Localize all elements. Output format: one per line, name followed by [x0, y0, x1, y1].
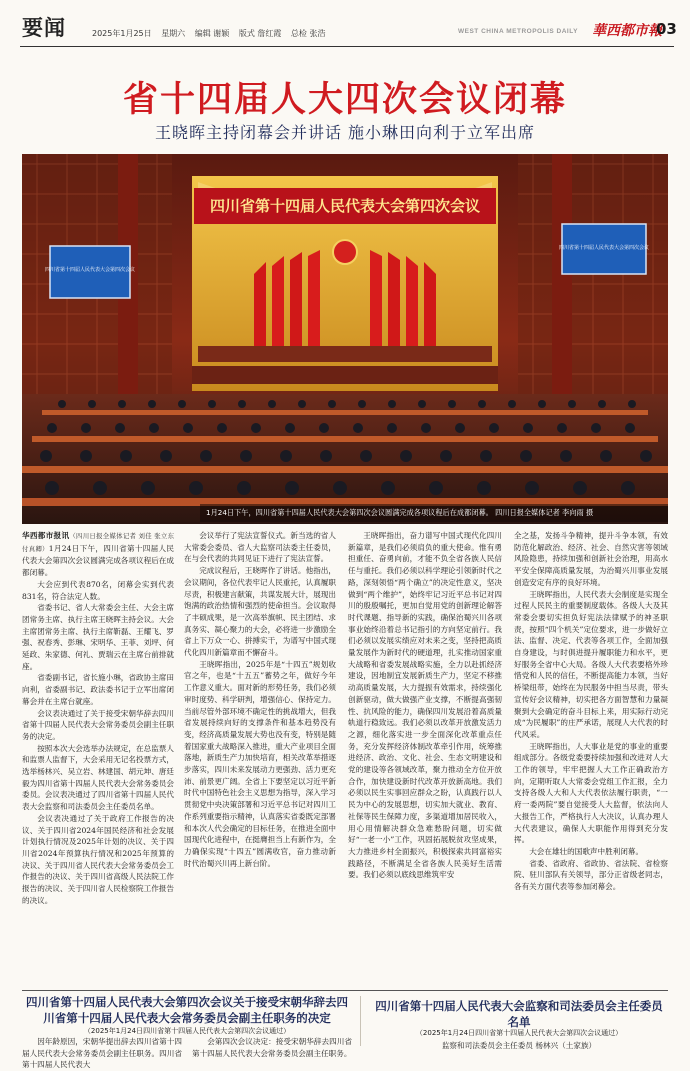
- assembly-hall-photo: [22, 154, 668, 524]
- decision-body-right: 会第四次会议决定：接受宋朝华辞去四川省第十四届人民代表大会常务委员会副主任职务。: [192, 1037, 352, 1058]
- podium-row-2: [192, 366, 498, 384]
- subheadline: 王晓晖主持闭幕会并讲话 施小琳田向利于立军出席: [154, 123, 536, 142]
- lead-byline: （四川日报全媒体记者 刘佳 张立东 付真卿）: [22, 532, 175, 553]
- article-body: [22, 530, 668, 990]
- article-column-4: [514, 530, 668, 990]
- designer-credit: 版式 詹红霞: [238, 29, 282, 38]
- article-paragraph: 全之基，发扬斗争精神，提升斗争本领，有效防范化解政治、经济、社会、自然灾害等领域风险隐患，持续加强和创新社会治理，用高水平安全保障高质量发展，为治蜀兴川事业发展创造安定有序的良好环境。: [514, 531, 668, 587]
- article-paragraph: 王晓晖指出，2025年是“十四五”规划收官之年，也是“十五五”蓄势之年，做好今年工作意义重大。面对新的形势任务，我们必须审时度势、科学研判，增强信心、保持定力。当前尽管外部环境不确定性的挑战增大，但我省发展持续向好的支撑条件和基本趋势没有变，经济高质量发展大势也没有变，特别是随着国家重大战略深入推进，重大产业项目全面落地，新质生产力加快培育，相关改革举措逐步落实，四川未来发展动力更强劲、活力更充沛、前景更广阔。全省上下要坚定以习近平新时代中国特色社会主义思想为指导，深入学习贯彻党中央决策部署和习近平总书记对四川工作系列重要指示精神，认真落实省委既定部署和本次人代会确定的目标任务，在推进全面中国现代化进程中，在挺膺担当上有新作为，全力确保实现“十四五”圆满收官，奋力推动新时代治蜀兴川再上新台阶。: [184, 659, 336, 868]
- national-emblem: [333, 240, 357, 264]
- side-screen-right-text: 四川省第十四届人民代表大会第四次会议: [558, 245, 650, 251]
- bottom-divider: [360, 996, 361, 1046]
- article-paragraph: 王晓晖指出，人大事业是党的事业的重要组成部分。各级党委要持续加强和改进对人大工作的领导，牢牢把握人大工作正确政治方向，定期听取人大常委会党组工作汇报，全力支持各级人大和人大代表依法履行职责，“一府一委两院”要自觉接受人大监督，依法向人大报告工作，严格执行人大决议，认真办理人大代表建议，确保人大职能作用得到充分发挥。: [514, 741, 668, 845]
- article-paragraph: 按照本次大会选举办法规定，在总监票人和监票人监督下，大会采用无记名投票方式，选举杨林兴、吴立岩、林建国、胡元坤、唐廷毅为四川省第十四届人民代表大会常务委员会委员。会议表决通过了四川省第十四届人民代表大会监察和司法委员会主任委员名单。: [22, 743, 174, 812]
- stage-banner-text: 四川省第十四届人民代表大会第四次会议: [209, 197, 481, 215]
- article-paragraph: 完成议程后，王晓晖作了讲话。他指出，会议期间，各位代表牢记人民重托，认真履职尽责，积极建言献策，共谋发展大计，展现出饱满的政治热情和强烈的使命担当。会议取得了丰硕成果，是一次高举旗帜、民主团结、求真务实、凝心聚力的大会，必将进一步激励全省上下万众一心、拼搏实干，为谱写中国式现代化四川新篇章而不懈奋斗。: [184, 566, 336, 658]
- article-paragraph: 会议举行了宪法宣誓仪式。新当选的省人大常委会委员、省人大监察司法委主任委员，在与会代表的共同见证下进行了宪法宣誓。: [184, 531, 336, 564]
- side-screen-left-text: 四川省第十四届人民代表大会第四次会议: [44, 267, 136, 273]
- issue-date: 2025年1月25日: [92, 29, 152, 38]
- lead-text: 1月24日下午，四川省第十四届人民代表大会第四次会议圆满完成各项议程后在成都闭幕。: [22, 543, 174, 578]
- header-rule: [20, 46, 674, 47]
- newspaper-logo: 華西都市報: [592, 23, 662, 39]
- hall-illustration: [22, 154, 668, 524]
- main-headline: 省十四届人大四次会议闭幕: [122, 80, 567, 120]
- decision-subtitle: （2025年1月24日四川省第十四届人民代表大会第四次会议通过）: [83, 1027, 291, 1035]
- article-paragraph: 省委、省政府、省政协、省法院、省检察院、驻川部队有关领导，部分正省级老同志，各有关方面代表等参加闭幕会。: [514, 858, 668, 892]
- article-paragraph: 王晓晖指出，人民代表大会制度是实现全过程人民民主的重要制度载体。各级人大及其常委会要切实担负好宪法法律赋予的神圣职责，按照“四个机关”定位要求，进一步做好立法、监督、决定、代表等各项工作，全面加强自身建设，与时俱进提升履职能力和水平，更好服务全省中心大局。各级人大代表要格外珍惜党和人民的信任，不断提高能力本领，当好桥梁纽带，始终在为民服务中担当尽责，带头宣传好会议精神，切实把各方面智慧和力量凝聚到大会确定的奋斗目标上来，用实际行动完成“为民履职”的庄严承诺，展现人大代表的时代风采。: [514, 589, 668, 739]
- article-paragraph: 会议表决通过了关于政府工作报告的决议、关于四川省2024年国民经济和社会发展计划执行情况及2025年计划的决议、关于四川省2024年预算执行情况和2025年预算的决议、关于四川省人民代表大会常务委员会工作报告的决议、关于四川省高级人民法院工作报告的决议、关于四川省人民检察院工作报告的决议。: [22, 813, 174, 905]
- list-subtitle: （2025年1月24日四川省第十四届人民代表大会第四次会议通过）: [415, 1029, 623, 1037]
- article-paragraph: 省委书记、省人大常委会主任、大会主席团常务主席、执行主席王晓晖主持会议。大会主席团常务主席、执行主席靳磊、王耀飞、罗强、祝春秀、彭琳、宋明华、王菲、刘坪、何延政、朱家德、何礼、贾瑞云在主席台前排就座。: [22, 603, 174, 671]
- article-column-3: [348, 530, 502, 990]
- decision-body-left: 因年龄原因，宋朝华提出辞去四川省第十四届人民代表大会常务委员会副主任职务。四川省第十四届人民代表大: [22, 1037, 182, 1070]
- photo-caption: 1月24日下午，四川省第十四届人民代表大会第四次会议圆满完成各项议程后在成都闭幕。 四川日报全媒体记者 李向雨 摄: [200, 504, 668, 522]
- lattice-wall-right: [518, 154, 668, 404]
- lead-label: 华西都市报讯: [22, 531, 70, 540]
- section-tag: 要闻: [22, 16, 66, 40]
- pillar-right: [552, 154, 572, 414]
- article-lead: [22, 530, 174, 579]
- page-number: 03: [656, 20, 677, 38]
- english-masthead: WEST CHINA METROPOLIS DAILY: [458, 28, 578, 35]
- article-paragraph: 大会在雄壮的国歌声中胜利闭幕。: [529, 846, 644, 856]
- article-column-1: [22, 530, 174, 990]
- header-info: [92, 28, 332, 39]
- article-paragraph: 王晓晖指出，奋力谱写中国式现代化四川新篇章，是我们必须肩负的重大使命。惟有勇担重任、奋勇向前，才能不负全省各族人民信任与重托。我们必须以科学理论引领新时代之路，深刻领悟“两个确立”的决定性意义，坚决做到“两个维护”，始终牢记习近平总书记对四川的殷殷嘱托，更加自觉用党的创新理论解答时代课题、指导新的实践，确保治蜀兴川各项事业始终沿着总书记指引的方向坚定前行。我们必须以发展实绩应对未来之变，坚持把高质量发展作为新时代的硬道理，扎实推动国家重大战略和省委发展战略实施，全力以赴抓经济建设，因地制宜发展新质生产力，坚定不移推动高质量发展，大力提振有效需求，持续强化创新驱动，做大做强产业支撑，不断提高强韧性、抗风险的能力，确保四川发展沿着高质量轨道行稳致远。我们必须以改革开放激发活力之源，细化落实进一步全面深化改革重点任务，充分发挥经济体制改革牵引作用，统筹推进经济、政治、文化、社会、生态文明建设和党的建设等各领域改革，聚力推动全方位开放合作，加快建设新时代改革开放新高地。我们必须以民生实事回应群众之盼，认真践行以人民为中心的发展思想，切实加大就业、教育、社保等民生保障力度，多渠道增加居民收入，用心用情解决群众急难愁盼问题，切实做好“一老一小”工作，巩固拓展脱贫攻坚成果，大力推进乡村全面振兴，积极探索共同富裕实践路径，不断满足全省各族人民美好生活需要。我们必须以底线思维筑牢安: [348, 531, 502, 880]
- article-paragraph: 会议表决通过了关于接受宋朝华辞去四川省第十四届人民代表大会常务委员会副主任职务的决定。: [22, 708, 174, 741]
- list-title: 四川省第十四届人民代表大会监察和司法委员会主任委员名单: [375, 999, 663, 1029]
- article-paragraph: 省委副书记，省长施小琳，省政协主席田向利，省委副书记、政法委书记于立军出席闭幕会并在主席台就座。: [22, 673, 174, 706]
- masthead: [0, 0, 690, 48]
- editor-credit: 编辑 谢颖: [194, 29, 230, 38]
- issue-weekday: 星期六: [161, 29, 186, 38]
- checker-credit: 总检 张浩: [290, 29, 326, 38]
- bottom-rule: [22, 990, 668, 991]
- article-column-2: [184, 530, 336, 990]
- decision-title: 四川省第十四届人民代表大会第四次会议关于接受宋朝华辞去四川省第十四届人民代表大会常务委员会副主任职务的决定: [26, 995, 348, 1025]
- podium-row-1: [198, 346, 492, 362]
- list-body: 监察和司法委员会主任委员 杨林兴（土家族）: [441, 1041, 597, 1050]
- article-paragraph: 大会应到代表870名，闭幕会实到代表831名，符合法定人数。: [22, 579, 174, 601]
